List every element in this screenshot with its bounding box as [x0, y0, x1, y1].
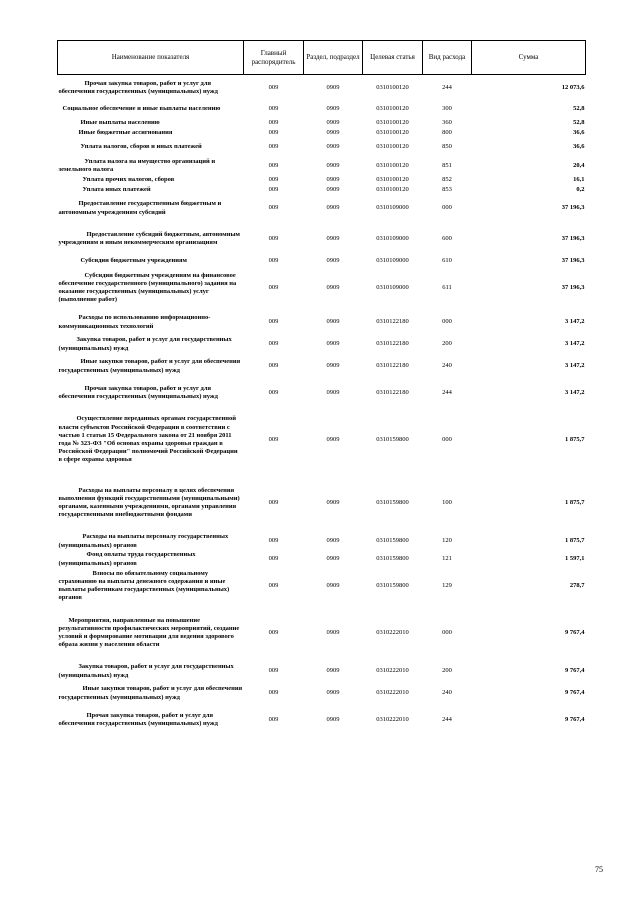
row-section: 0909 [326, 105, 340, 113]
row-section: 0909 [326, 362, 340, 370]
row-section: 0909 [326, 537, 340, 545]
row-name: Иные бюджетные ассигнования [78, 129, 173, 137]
row-name: Закупка товаров, работ и услуг для государственных (муниципальных) нужд [58, 336, 232, 352]
row-admin: 009 [268, 257, 279, 265]
row-name: Субсидии бюджетным учреждениям [80, 257, 187, 265]
row-section: 0909 [326, 318, 340, 326]
table-row [58, 681, 586, 707]
table-row [58, 569, 586, 604]
row-admin: 009 [268, 715, 279, 723]
row-admin: 009 [268, 667, 279, 675]
row-admin: 009 [268, 283, 279, 291]
row-amount: 37 196,3 [561, 283, 585, 291]
row-amount: 16,1 [573, 176, 585, 184]
row-expense-type: 852 [442, 176, 452, 184]
budget-table [57, 40, 586, 734]
row-name: Уплата налога на имущество организаций и земельного налога [58, 157, 216, 173]
page-number: 75 [595, 865, 603, 874]
table-row [58, 129, 586, 139]
header-target: Целевая статья [363, 41, 423, 75]
row-expense-type: 000 [442, 318, 452, 326]
table-header [58, 41, 586, 75]
row-expense-type: 244 [442, 388, 452, 396]
row-expense-type: 000 [442, 204, 452, 212]
row-section: 0909 [326, 435, 340, 443]
row-target: 0310100120 [376, 105, 409, 113]
row-admin: 009 [268, 176, 279, 184]
row-target: 0310122180 [376, 362, 409, 370]
row-section: 0909 [326, 83, 340, 91]
row-admin: 009 [268, 119, 279, 127]
row-name: Расходы на выплаты персоналу государственных (муниципальных) органов [58, 533, 229, 549]
row-admin: 009 [268, 628, 279, 636]
row-section: 0909 [326, 340, 340, 348]
row-target: 0310222010 [376, 628, 409, 636]
row-amount: 3 147,2 [565, 388, 585, 396]
row-expense-type: 851 [442, 161, 452, 169]
table-row [58, 176, 586, 186]
row-target: 0310100120 [376, 186, 409, 194]
row-target: 0310109000 [376, 283, 409, 291]
table-row [58, 157, 586, 176]
row-target: 0310100120 [376, 83, 409, 91]
row-expense-type: 000 [442, 435, 452, 443]
row-amount: 9 767,4 [565, 689, 585, 697]
row-section: 0909 [326, 186, 340, 194]
row-target: 0310100120 [376, 161, 409, 169]
row-target: 0310159800 [376, 498, 409, 506]
row-name: Иные выплаты населению [80, 119, 160, 127]
row-section: 0909 [326, 204, 340, 212]
row-section: 0909 [326, 143, 340, 151]
row-admin: 009 [268, 234, 279, 242]
row-section: 0909 [326, 581, 340, 589]
row-admin: 009 [268, 83, 279, 91]
row-amount: 1 875,7 [565, 537, 585, 545]
row-expense-type: 100 [442, 498, 452, 506]
row-section: 0909 [326, 119, 340, 127]
row-admin: 009 [268, 537, 279, 545]
table-row [58, 222, 586, 257]
table-row [58, 604, 586, 663]
row-target: 0310159800 [376, 555, 409, 563]
row-admin: 009 [268, 186, 279, 194]
table-row [58, 474, 586, 533]
row-target: 0310109000 [376, 204, 409, 212]
row-section: 0909 [326, 388, 340, 396]
row-amount: 1 597,1 [565, 555, 585, 563]
row-amount: 20,4 [573, 161, 585, 169]
row-section: 0909 [326, 257, 340, 265]
row-admin: 009 [268, 143, 279, 151]
row-amount: 36,6 [573, 129, 585, 137]
row-amount: 52,8 [573, 119, 585, 127]
row-section: 0909 [326, 129, 340, 137]
row-expense-type: 244 [442, 715, 452, 723]
row-amount: 278,7 [569, 581, 585, 589]
row-amount: 36,6 [573, 143, 585, 151]
row-amount: 3 147,2 [565, 362, 585, 370]
row-section: 0909 [326, 161, 340, 169]
row-target: 0310109000 [376, 257, 409, 265]
table-row [58, 257, 586, 267]
header-admin: Главный распорядитель [244, 41, 304, 75]
row-target: 0310222010 [376, 715, 409, 723]
row-expense-type: 600 [442, 234, 452, 242]
header-section: Раздел, подраздел [304, 41, 363, 75]
row-name: Субсидии бюджетным учреждениям на финансовое обеспечение государственного (муниципального) задания на оказание государственных (муниципальных) услуг (выполнение работ) [58, 271, 237, 304]
row-amount: 3 147,2 [565, 318, 585, 326]
row-expense-type: 200 [442, 340, 452, 348]
table-row [58, 380, 586, 407]
row-target: 0310100120 [376, 129, 409, 137]
row-admin: 009 [268, 689, 279, 697]
row-amount: 1 875,7 [565, 435, 585, 443]
row-amount: 0,2 [576, 186, 585, 194]
row-expense-type: 850 [442, 143, 452, 151]
row-target: 0310159800 [376, 537, 409, 545]
table-row [58, 101, 586, 119]
row-amount: 12 073,6 [561, 83, 585, 91]
row-target: 0310100120 [376, 143, 409, 151]
row-expense-type: 853 [442, 186, 452, 194]
row-expense-type: 000 [442, 628, 452, 636]
row-section: 0909 [326, 667, 340, 675]
row-expense-type: 129 [442, 581, 452, 589]
row-name: Иные закупки товаров, работ и услуг для обеспечения государственных (муниципальных) нужд [58, 358, 241, 374]
row-expense-type: 611 [442, 283, 452, 291]
row-target: 0310100120 [376, 176, 409, 184]
table-row [58, 267, 586, 310]
row-expense-type: 300 [442, 105, 452, 113]
table-row [58, 407, 586, 474]
table-row [58, 196, 586, 222]
row-expense-type: 120 [442, 537, 452, 545]
row-name: Закупка товаров, работ и услуг для государственных (муниципальных) нужд [58, 663, 234, 679]
row-name: Расходы на выплаты персоналу в целях обеспечения выполнения функций государственными (муниципальными) органами, казенными учреждениями, органами управления государственными внебюджетными фондами [58, 486, 240, 519]
row-name: Прочая закупка товаров, работ и услуг для обеспечения государственных (муниципальных) нужд [58, 384, 218, 400]
table-row [58, 75, 586, 101]
row-target: 0310122180 [376, 318, 409, 326]
table-row [58, 139, 586, 157]
row-amount: 9 767,4 [565, 667, 585, 675]
row-section: 0909 [326, 498, 340, 506]
row-name: Прочая закупка товаров, работ и услуг для обеспечения государственных (муниципальных) нужд [58, 711, 218, 727]
row-section: 0909 [326, 689, 340, 697]
row-section: 0909 [326, 628, 340, 636]
row-expense-type: 610 [442, 257, 452, 265]
row-admin: 009 [268, 362, 279, 370]
table-row [58, 533, 586, 551]
header-amount: Сумма [472, 41, 586, 75]
table-row [58, 186, 586, 196]
table-body [58, 75, 586, 734]
row-target: 0310100120 [376, 119, 409, 127]
row-name: Предоставление государственным бюджетным и автономным учреждениям субсидий [58, 200, 222, 216]
header-expense-type: Вид расхода [423, 41, 472, 75]
row-target: 0310122180 [376, 388, 409, 396]
row-admin: 009 [268, 129, 279, 137]
row-expense-type: 240 [442, 689, 452, 697]
row-admin: 009 [268, 555, 279, 563]
row-name: Уплата налогов, сборов и иных платежей [80, 143, 202, 151]
row-expense-type: 360 [442, 119, 452, 127]
row-name: Взносы по обязательному социальному страхованию на выплаты денежного содержания и иные выплаты работникам государственных (муниципальных) органов [58, 569, 230, 602]
row-target: 0310222010 [376, 667, 409, 675]
row-expense-type: 200 [442, 667, 452, 675]
table-row [58, 119, 586, 129]
row-section: 0909 [326, 176, 340, 184]
row-amount: 37 196,3 [561, 204, 585, 212]
row-section: 0909 [326, 283, 340, 291]
row-section: 0909 [326, 555, 340, 563]
row-name: Осуществление переданных органам государственной власти субъектов Российской Федерации в соответствии с частью 1 статьи 15 Федерального закона от 21 ноября 2011 года № 323-ФЗ "Об основах охраны здоровья граждан в Российской Федерации" полномочий Российской Федерации в сфере охраны здоровья [58, 415, 238, 464]
row-admin: 009 [268, 340, 279, 348]
table-row [58, 663, 586, 681]
table-row [58, 310, 586, 336]
row-target: 0310109000 [376, 234, 409, 242]
row-name: Социальное обеспечение и иные выплаты населению [62, 105, 221, 113]
row-name: Прочая закупка товаров, работ и услуг для обеспечения государственных (муниципальных) нужд [58, 79, 218, 95]
row-target: 0310222010 [376, 689, 409, 697]
row-admin: 009 [268, 318, 279, 326]
row-target: 0310159800 [376, 581, 409, 589]
row-amount: 9 767,4 [565, 715, 585, 723]
row-name: Иные закупки товаров, работ и услуг для обеспечения государственных (муниципальных) нужд [58, 685, 243, 701]
row-name: Мероприятия, направленные на повышение результативности профилактических мероприятий, создание условий и формирование мотивации для ведения здорового образа жизни у населения области [58, 616, 240, 649]
row-amount: 37 196,3 [561, 234, 585, 242]
table-row [58, 336, 586, 354]
row-admin: 009 [268, 105, 279, 113]
row-name: Уплата иных платежей [82, 186, 151, 194]
row-target: 0310159800 [376, 435, 409, 443]
row-name: Уплата прочих налогов, сборов [82, 176, 175, 184]
row-admin: 009 [268, 435, 279, 443]
row-admin: 009 [268, 388, 279, 396]
row-amount: 3 147,2 [565, 340, 585, 348]
table-row [58, 551, 586, 569]
row-admin: 009 [268, 498, 279, 506]
header-name: Наименование показателя [58, 41, 244, 75]
row-expense-type: 240 [442, 362, 452, 370]
row-expense-type: 121 [442, 555, 452, 563]
row-expense-type: 244 [442, 83, 452, 91]
row-amount: 37 196,3 [561, 257, 585, 265]
row-amount: 1 875,7 [565, 498, 585, 506]
row-admin: 009 [268, 204, 279, 212]
table-row [58, 707, 586, 734]
row-section: 0909 [326, 234, 340, 242]
row-amount: 9 767,4 [565, 628, 585, 636]
row-name: Предоставление субсидий бюджетным, автономным учреждениям и иным некоммерческим организациям [58, 230, 240, 246]
row-section: 0909 [326, 715, 340, 723]
row-expense-type: 800 [442, 129, 452, 137]
row-name: Фонд оплаты труда государственных (муниципальных) органов [58, 551, 196, 567]
row-name: Расходы по использованию информационно-коммуникационных технологий [58, 314, 211, 330]
row-admin: 009 [268, 161, 279, 169]
table-row [58, 354, 586, 380]
row-admin: 009 [268, 581, 279, 589]
row-target: 0310122180 [376, 340, 409, 348]
row-amount: 52,8 [573, 105, 585, 113]
